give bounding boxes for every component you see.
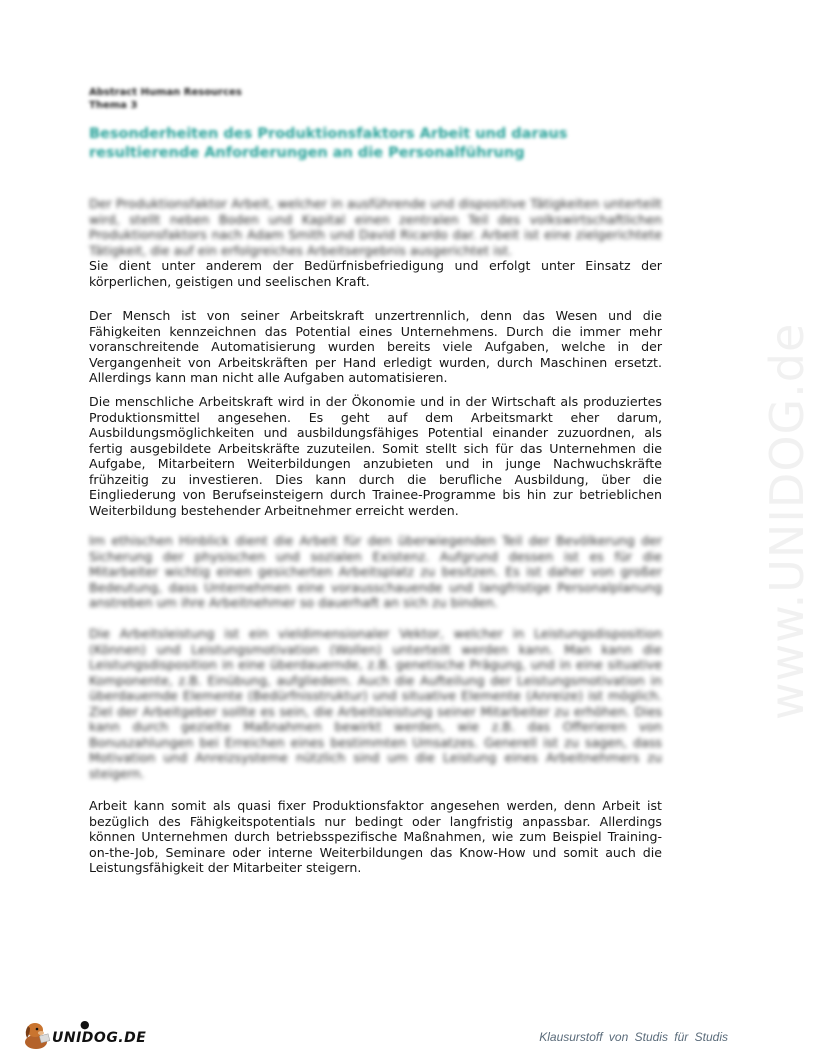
document-title: Besonderheiten des Produktionsfaktors Arbeit und daraus resultierende Anforderungen an die Personalführung xyxy=(89,126,568,161)
document-page xyxy=(89,86,662,875)
theme-label: Thema 3 xyxy=(89,100,138,111)
paragraph-1 xyxy=(89,196,662,289)
paragraph-6: Arbeit kann somit als quasi fixer Produktionsfaktor angesehen werden, denn Arbeit ist bezüglich des Fähigkeitspotentials nur bedingt oder langfristig anpassbar. Allerdings können Unternehmen durch betriebsspezifische Maßnahmen, wie zum Beispiel Training-on-the-Job, Seminare oder interne Weiterbildungen das Know-How und somit auch die Leistungsfähigkeit der Mitarbeiter steigern. xyxy=(89,798,662,875)
paragraph-4-blurred: Im ethischen Hinblick dient die Arbeit für den überwiegenden Teil der Bevölkerung der Sicherung der physischen und sozialen Existenz. Aufgrund dessen ist es für die Mitarbeiter wichtig einen gesicherten Arbeitsplatz zu besitzen. Es ist daher von großer Bedeutung, dass Unternehmen eine vorausschauende und langfristige Personalplanung anstreben um ihre Arbeitnehmer so dauerhaft an sich zu binden. xyxy=(89,533,662,610)
logo-text: UNIDOG.DE xyxy=(52,1030,147,1046)
paw-icon: ● xyxy=(80,1018,90,1031)
paragraph-1-visible: Sie dient unter anderem der Bedürfnisbefriedigung und erfolgt unter Einsatz der körperlichen, geistigen und seelischen Kraft. xyxy=(89,258,662,289)
paragraph-3: Die menschliche Arbeitskraft wird in der Ökonomie und in der Wirtschaft als produziertes Produktionsmittel angesehen. Es geht auf dem Arbeitsmarkt eher darum, Ausbildungsmöglichkeiten und ausbildungsfähiges Potential einander zuzuordnen, als fertig ausgebildete Arbeitskräfte zuzuteilen. Somit stellt sich für das Unternehmen die Aufgabe, Mitarbeitern Weiterbildungen anzubieten und in junge Nachwuchskräfte frühzeitig zu investieren. Dies kann durch die berufliche Ausbildung, über die Eingliederung von Berufseinsteigern durch Trainee-Programme bis hin zur betrieblichen Weiterbildung bestehender Arbeitnehmer erreicht werden. xyxy=(89,394,662,518)
footer-slogan: Klausurstoff von Studis für Studis xyxy=(539,1030,728,1044)
course-label: Abstract Human Resources xyxy=(89,87,242,98)
paragraph-2: Der Mensch ist von seiner Arbeitskraft unzertrennlich, denn das Wesen und die Fähigkeiten kennzeichnen das Potential eines Unternehmens. Durch die immer mehr voranschreitende Automatisierung wurden bereits viele Aufgaben, welche in der Vergangenheit von Arbeitskräften per Hand erledigt wurden, durch Maschinen ersetzt. Allerdings kann man nicht alle Aufgaben automatisieren. xyxy=(89,308,662,385)
unidog-logo[interactable] xyxy=(22,1016,152,1052)
watermark: www.UNIDOG.de xyxy=(760,322,814,720)
dog-icon xyxy=(22,1018,54,1050)
paragraph-5-blurred: Die Arbeitsleistung ist ein vieldimensionaler Vektor, welcher in Leistungsdisposition (Können) und Leistungsmotivation (Wollen) unterteilt werden kann. Man kann die Leistungsdisposition in eine überdauernde, z.B. genetische Prägung, und in eine situative Komponente, z.B. Einübung, aufgliedern. Auch die Aufteilung der Leistungsmotivation in überdauernde Elemente (Bedürfnisstruktur) und situative Elemente (Anreize) ist möglich. Ziel der Arbeitgeber sollte es sein, die Arbeitsleistung seiner Mitarbeiter zu erhöhen. Dies kann durch gezielte Maßnahmen bewirkt werden, wie z.B. das Offerieren von Bonuszahlungen bei Erreichen eines bestimmten Umsatzes. Generell ist zu sagen, dass Motivation und Anreizsysteme nützlich sind um die Leistung eines Arbeitnehmers zu steigern. xyxy=(89,626,662,781)
paragraph-1-blurred: Der Produktionsfaktor Arbeit, welcher in ausführende und dispositive Tätigkeiten unterteilt wird, stellt neben Boden und Kapital einen zentralen Teil des volkswirtschaftlichen Produktionsfaktors nach Adam Smith und David Ricardo dar. Arbeit ist eine zielgerichtete Tätigkeit, die auf ein erfolgreiches Arbeitsergebnis ausgerichtet ist. xyxy=(89,196,662,258)
